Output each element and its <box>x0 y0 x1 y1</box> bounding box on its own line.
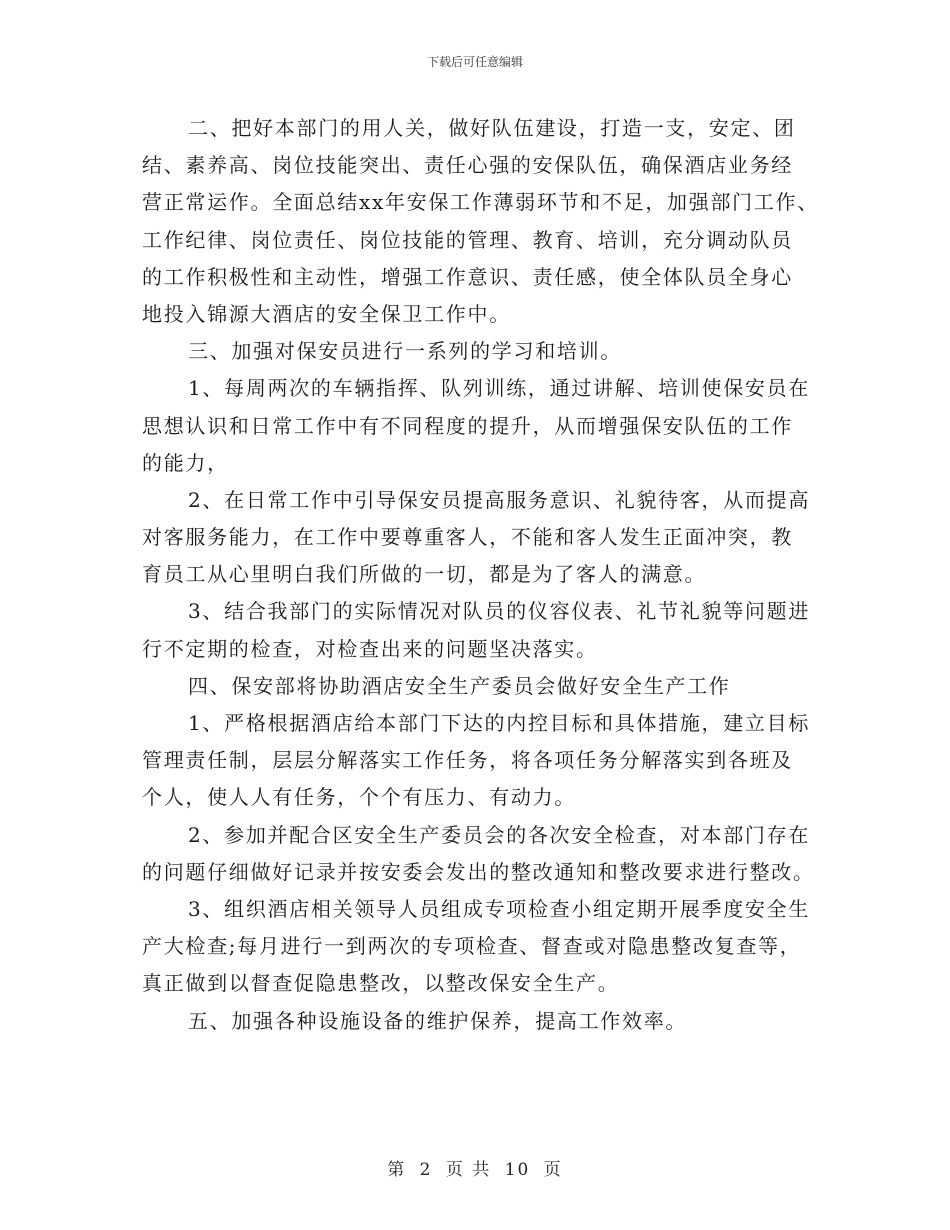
text-line: 2、参加并配合区安全生产委员会的各次安全检查，对本部门存在 <box>188 822 811 847</box>
total-page-count: 10 <box>504 1160 531 1180</box>
text-line: 结、素养高、岗位技能突出、责任心强的安保队伍，确保酒店业务经 <box>142 153 793 178</box>
current-page-number: 2 <box>419 1160 433 1180</box>
section-heading: 三、加强对保安员进行一系列的学习和培训。 <box>188 339 622 364</box>
text-line: 1、每周两次的车辆指挥、队列训练，通过讲解、培训使保安员在 <box>188 376 811 401</box>
document-body <box>142 110 819 1040</box>
text-line: 3、结合我部门的实际情况对队员的仪容仪表、礼节礼貌等问题进 <box>188 599 811 624</box>
page-footer <box>0 1155 950 1180</box>
text-line: 真正做到以督查促隐患整改，以整改保安全生产。 <box>142 971 620 996</box>
footer-suffix: 页 <box>543 1160 563 1180</box>
text-line: 育员工从心里明白我们所做的一切，都是为了客人的满意。 <box>142 562 707 587</box>
text-line: 行不定期的检查，对检查出来的问题坚决落实。 <box>142 636 598 661</box>
text-line: 产大检查;每月进行一到两次的专项检查、督查或对隐患整改复查等， <box>142 934 802 959</box>
section-heading: 五、加强各种设施设备的维护保养，提高工作效率。 <box>188 1008 688 1033</box>
text-line: 地投入锦源大酒店的安全保卫工作中。 <box>142 301 511 326</box>
text-line: 思想认识和日常工作中有不同程度的提升，从而增强保安队伍的工作 <box>142 413 793 438</box>
page-header-note: 下载后可任意编辑 <box>426 55 523 69</box>
text-line: 的工作积极性和主动性，增强工作意识、责任感，使全体队员全身心 <box>142 264 793 289</box>
text-line: 的能力， <box>142 450 229 475</box>
text-line: 3、组织酒店相关领导人员组成专项检查小组定期开展季度安全生 <box>188 896 811 921</box>
text-line: 管理责任制，层层分解落实工作任务，将各项任务分解落实到各班及 <box>142 748 793 773</box>
text-line: 对客服务能力，在工作中要尊重客人，不能和客人发生正面冲突，教 <box>142 525 793 550</box>
text-line: 的问题仔细做好记录并按安委会发出的整改通知和整改要求进行整改。 <box>142 859 815 884</box>
footer-prefix: 第 <box>387 1160 407 1180</box>
section-heading: 四、保安部将协助酒店安全生产委员会做好安全生产工作 <box>188 673 731 698</box>
text-line: 工作纪律、岗位责任、岗位技能的管理、教育、培训，充分调动队员 <box>142 227 793 252</box>
text-line: 1、严格根据酒店给本部门下达的内控目标和具体措施，建立目标 <box>188 711 811 735</box>
text-line: 营正常运作。全面总结xx年安保工作薄弱环节和不足，加强部门工作、 <box>142 190 819 215</box>
text-line: 个人，使人人有任务，个个有压力、有动力。 <box>142 785 576 810</box>
footer-middle: 页 共 <box>445 1160 492 1180</box>
text-line: 二、把好本部门的用人关，做好队伍建设，打造一支，安定、团 <box>188 116 796 140</box>
text-line: 2、在日常工作中引导保安员提高服务意识、礼貌待客，从而提高 <box>188 487 811 512</box>
